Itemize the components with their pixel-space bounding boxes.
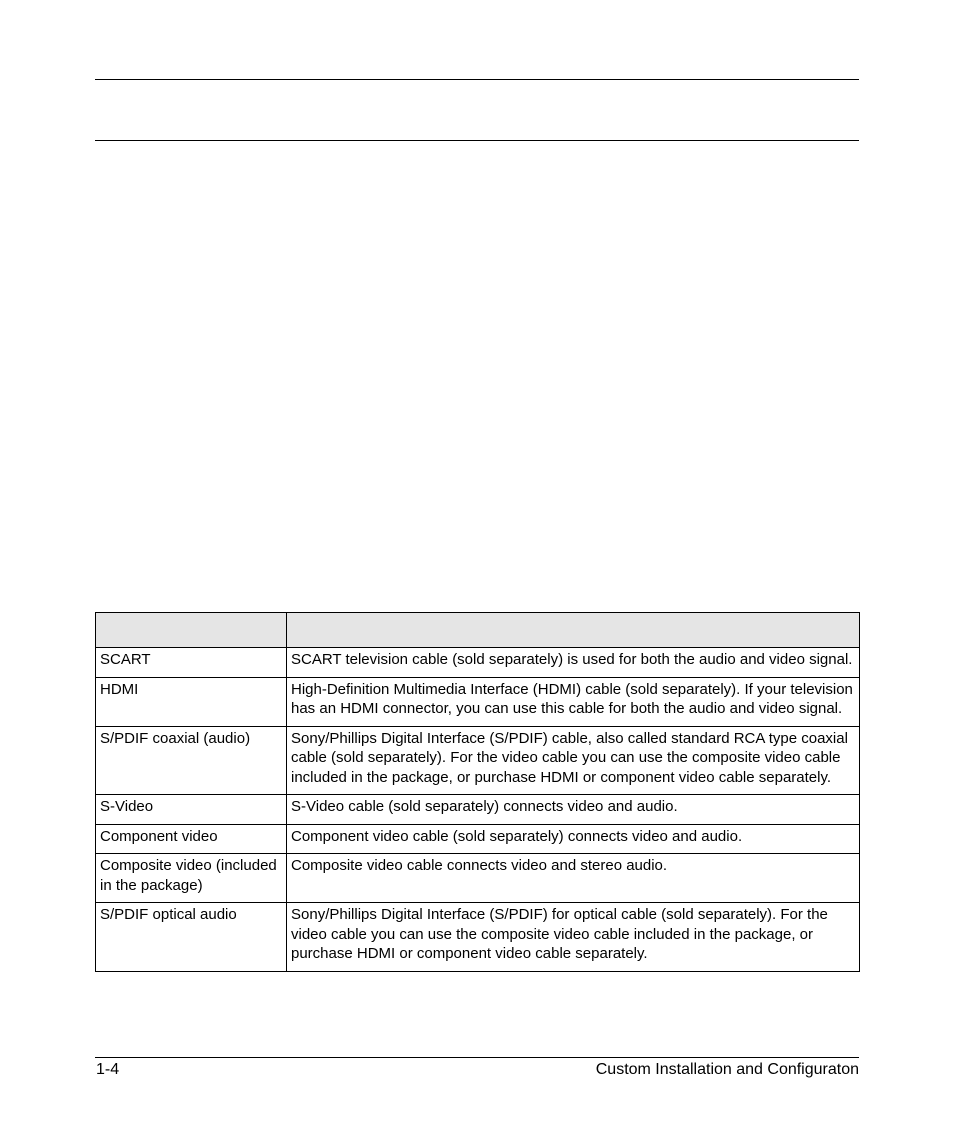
connector-cell: S/PDIF coaxial (audio) [96,726,287,795]
table-row [96,726,860,795]
page-number: 1-4 [96,1061,120,1078]
description-cell: Sony/Phillips Digital Interface (S/PDIF) for optical cable (sold separately). For the video cable you can use the composite video cable included in the package, or purchase HDMI or component video cable separately. [287,903,860,972]
description-cell: SCART television cable (sold separately) is used for both the audio and video signal. [287,648,860,678]
connector-cell: Component video [96,824,287,854]
connector-cell: HDMI [96,677,287,726]
header-rule-top [95,79,859,80]
table-row [96,824,860,854]
header-rule-bottom [95,140,859,141]
connector-cell: S/PDIF optical audio [96,903,287,972]
table-row [96,795,860,825]
description-cell: Composite video cable connects video and stereo audio. [287,854,860,903]
table-row [96,677,860,726]
connector-cell: SCART [96,648,287,678]
connector-cell: S-Video [96,795,287,825]
table-header-description [287,613,860,648]
description-cell: S-Video cable (sold separately) connects video and audio. [287,795,860,825]
chapter-title: Custom Installation and Configuraton [595,1061,859,1078]
table-row [96,903,860,972]
description-cell: Component video cable (sold separately) connects video and audio. [287,824,860,854]
footer-rule [95,1057,859,1058]
table-header-row [96,613,860,648]
table-header-connector [96,613,287,648]
description-cell: High-Definition Multimedia Interface (HDMI) cable (sold separately). If your television has an HDMI connector, you can use this cable for both the audio and video signal. [287,677,860,726]
cable-connection-table [95,612,860,972]
description-cell: Sony/Phillips Digital Interface (S/PDIF) cable, also called standard RCA type coaxial cable (sold separately). For the video cable you can use the composite video cable included in the package, or purchase HDMI or component video cable separately. [287,726,860,795]
table-row [96,854,860,903]
connector-cell: Composite video (included in the package) [96,854,287,903]
table-row [96,648,860,678]
